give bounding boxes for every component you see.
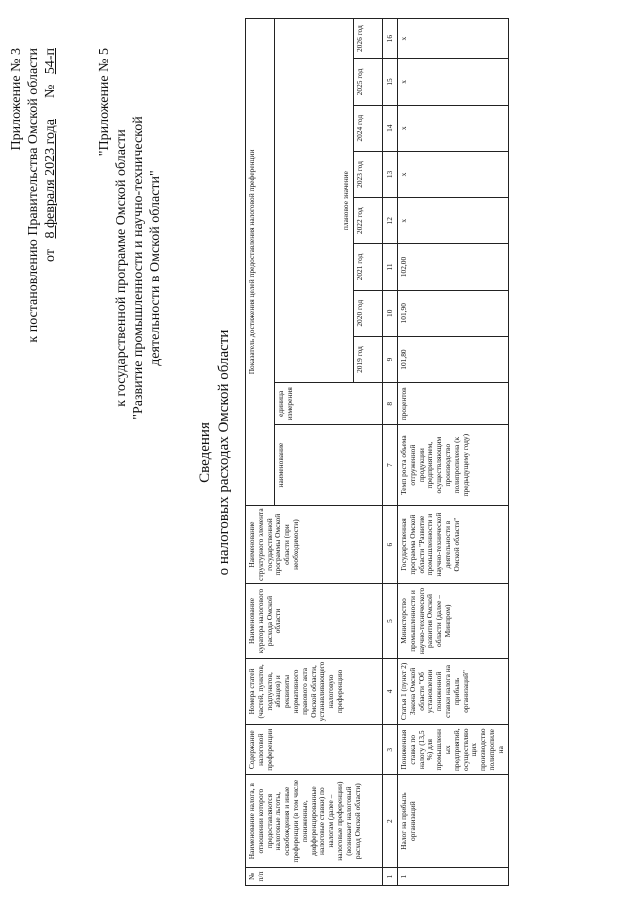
column-number: 9 [383, 336, 398, 382]
column-number: 1 [383, 867, 398, 885]
cell-program-element: Государственная программа Омской области "Развитие промышленности и научно-технической деятельности в Омской области" [398, 505, 509, 583]
program-appendix-line3: деятельности в Омской области" [148, 170, 163, 366]
cell-value-2022: x [398, 198, 509, 244]
header-year: 2025 год [354, 59, 383, 105]
column-number: 7 [383, 425, 398, 505]
decree-date: 8 февраля 2023 года [43, 119, 58, 239]
header-unit: единица измерения [275, 383, 383, 425]
header-year: 2019 год [354, 336, 383, 382]
header-indicator-group: Показатель достижения целей предоставления налоговой преференции [246, 19, 275, 506]
cell-indicator-name: Темп роста объема отгруженной продукции предприятием, осуществляющим производство полипропилена (к предыдущему году) [398, 425, 509, 505]
document-title [196, 0, 234, 905]
decree-number: 54-п [43, 48, 58, 75]
header-curator: Наименование куратора налогового расхода Омской области [246, 584, 383, 658]
column-number: 5 [383, 584, 398, 658]
column-number: 14 [383, 105, 398, 151]
column-number: 4 [383, 658, 398, 724]
column-numbers-row [383, 19, 398, 886]
table-row [398, 19, 509, 886]
program-appendix-title: "Приложение № 5 [97, 48, 112, 157]
appendix-decree: к постановлению Правительства Омской области [26, 48, 41, 343]
program-appendix-block [96, 48, 164, 488]
document-title-line2: о налоговых расходах Омской области [216, 329, 232, 576]
cell-num: 1 [398, 867, 509, 885]
cell-value-2020: 101,90 [398, 290, 509, 336]
program-appendix-line2: "Развитие промышленности и научно-технической [131, 116, 146, 420]
column-number: 8 [383, 383, 398, 425]
column-number: 10 [383, 290, 398, 336]
header-articles: Номера статей (частей, пунктов, подпунктов, абзацев) и реквизиты нормативного правового акта Омской области, устанавливающего налоговую преференцию [246, 658, 383, 724]
cell-curator: Министерство промышленности и научно-технического развития Омской области (далее – Минпром) [398, 584, 509, 658]
column-number: 6 [383, 505, 398, 583]
header-program-element: Наименование структурного элемента государственной программы Омской области (при необходимости) [246, 505, 383, 583]
cell-value-2026: x [398, 19, 509, 59]
decree-from-prefix: от [43, 249, 58, 262]
decree-number-prefix: № [43, 84, 58, 99]
header-tax-name: Наименование налога, в отношении которого предоставляются налоговые льготы, освобождения и иные преференции (в том числе пониженные, дифференцированные налоговые ставки) по налогам (далее – налоговые преференции) (возникает налоговый расход Омской области) [246, 775, 383, 868]
column-number: 16 [383, 19, 398, 59]
cell-value-2024: x [398, 105, 509, 151]
header-year: 2024 год [354, 105, 383, 151]
header-year: 2020 год [354, 290, 383, 336]
tax-expenditure-table [245, 18, 509, 886]
column-number: 12 [383, 198, 398, 244]
column-number: 15 [383, 59, 398, 105]
header-year: 2022 год [354, 198, 383, 244]
program-appendix-line1: к государственной программе Омской области [114, 129, 129, 407]
header-content: Содержание налоговой преференции [246, 725, 383, 775]
header-values-group: плановое значение [275, 19, 354, 383]
column-number: 3 [383, 725, 398, 775]
cell-tax-name: Налог на прибыль организаций [398, 775, 509, 868]
appendix-title: Приложение № 3 [9, 48, 24, 151]
header-indicator-name: наименование [275, 425, 383, 505]
appendix-block [8, 48, 59, 478]
cell-value-2025: x [398, 59, 509, 105]
cell-value-2023: x [398, 151, 509, 197]
cell-unit: процентов [398, 383, 509, 425]
cell-value-2019: 101,80 [398, 336, 509, 382]
cell-articles: Статья 1 (пункт 2) Закона Омской области "Об установлении пониженной ставки налога на прибыль организаций" [398, 658, 509, 724]
column-number: 2 [383, 775, 398, 868]
decree-date-line [42, 48, 59, 478]
column-number: 11 [383, 244, 398, 290]
header-year: 2021 год [354, 244, 383, 290]
header-year: 2023 год [354, 151, 383, 197]
cell-content: Пониженная ставка по налогу (13,5 %) для промышленных предприятий, осуществляющих производство полипропилена [398, 725, 509, 775]
cell-value-2021: 102,00 [398, 244, 509, 290]
document-title-line1: Сведения [197, 422, 213, 483]
header-year: 2026 год [354, 19, 383, 59]
header-num: № п/п [246, 867, 383, 885]
column-number: 13 [383, 151, 398, 197]
